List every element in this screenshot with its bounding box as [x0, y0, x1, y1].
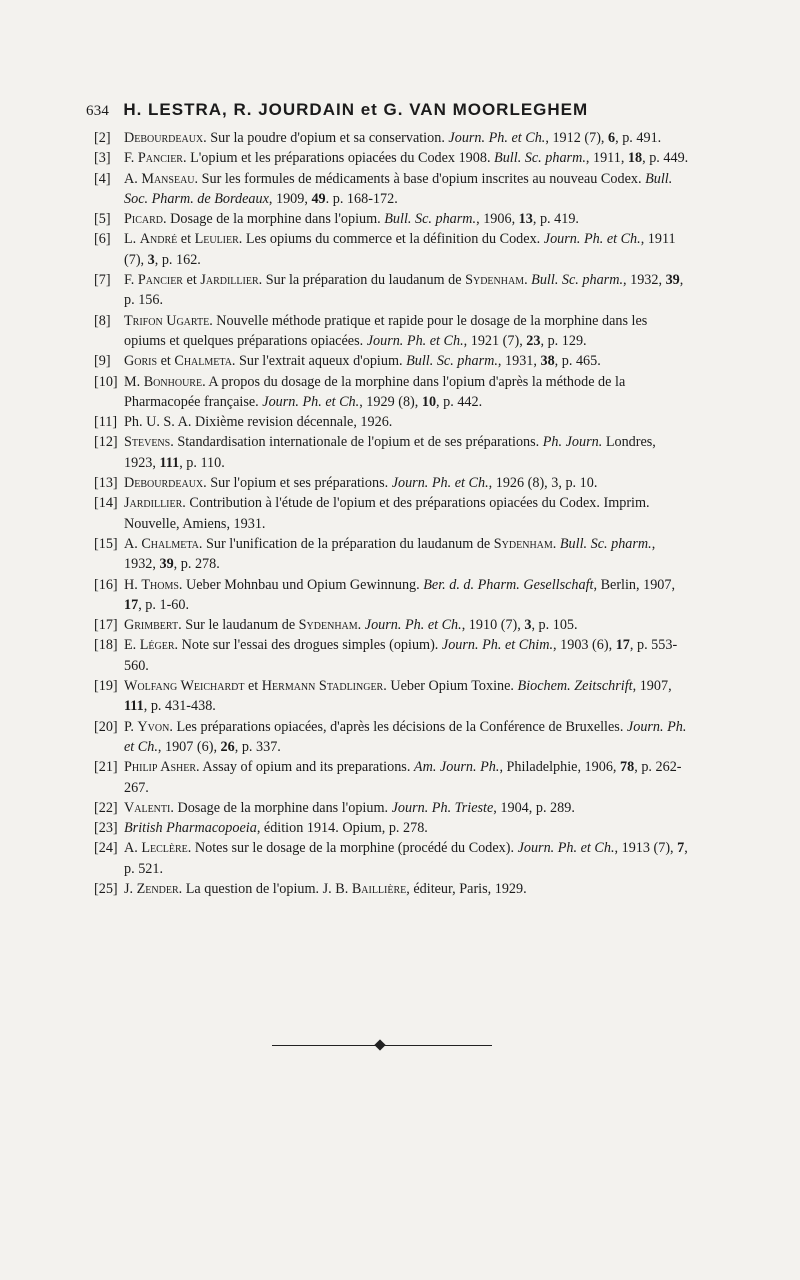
author-name: Hermann Stadlinger. [261, 678, 387, 695]
reference-item [94, 676, 690, 717]
reference-number: [8] [94, 312, 111, 329]
reference-text: , édition 1914. Opium, p. 278. [256, 820, 428, 837]
author-name: Chalmeta. [174, 353, 236, 370]
journal-title: Journ. Ph. et Ch. [543, 231, 641, 248]
reference-text: et [157, 353, 175, 370]
reference-text: , 1931, [497, 353, 541, 370]
reference-number: [9] [94, 353, 111, 370]
reference-text: F. [124, 272, 138, 289]
reference-text: , p. 521. [124, 840, 688, 877]
journal-title: Journ. Ph. Trieste [391, 799, 494, 816]
journal-title: Biochem. Zeitschrift [517, 678, 633, 695]
author-name: Sydenham. [298, 617, 362, 634]
reference-text: , 1912 (7), [545, 130, 609, 146]
journal-title: British Pharmacopoeia [124, 820, 257, 837]
reference-item [94, 148, 690, 168]
author-name: Goris [124, 353, 158, 370]
reference-text: , 1906, [476, 211, 519, 228]
reference-text: Sur l'extrait aqueux d'opium. [235, 353, 407, 370]
journal-title: Bull. Sc. pharm. [494, 150, 586, 167]
reference-text: Notes sur le dosage de la morphine (procédé du Codex). [191, 840, 518, 857]
reference-item [94, 493, 690, 534]
reference-text: , 1921 (7), [463, 332, 527, 349]
reference-text: Sur l'unification de la préparation du laudanum de [202, 535, 494, 552]
journal-title: Ber. d. d. Pharm. Gesellschaft [423, 576, 594, 593]
journal-title: Bull. Sc. pharm. [559, 535, 652, 552]
author-name: Stevens. [124, 434, 174, 451]
journal-title: Journ. Ph. et Ch. [124, 718, 687, 755]
reference-item [94, 128, 690, 148]
reference-text: , 1909, [268, 190, 312, 207]
reference-number: [18] [94, 637, 118, 654]
volume-number: 23 [526, 332, 541, 349]
reference-text: Nouvelle méthode pratique et rapide pour le dosage de la morphine dans les opiums et quelques préparations opiacées. [124, 312, 648, 349]
volume-number: 10 [421, 393, 437, 410]
reference-number: [21] [94, 759, 118, 776]
reference-text: , Berlin, 1907, [593, 576, 676, 593]
reference-text: , 1907 (6), [157, 738, 221, 755]
reference-item [94, 351, 690, 371]
journal-title: Bull. Soc. Pharm. de Bordeaux [124, 170, 673, 207]
journal-title: Ph. Journ. [542, 434, 603, 451]
author-name: Pancier [137, 272, 183, 289]
reference-text: , 1911, [585, 150, 628, 167]
reference-number: [6] [94, 231, 111, 248]
reference-text: Sur la préparation du laudanum de [262, 272, 466, 289]
reference-text: A. [124, 535, 142, 552]
author-name: Jardillier. [124, 495, 186, 512]
author-name: Yvon. [137, 718, 173, 735]
reference-text: , Philadelphie, 1906, [499, 759, 621, 776]
reference-text: , 1910 (7), [461, 617, 525, 634]
journal-title: Bull. Sc. pharm. [531, 272, 623, 289]
reference-item [94, 838, 690, 879]
volume-number: 38 [540, 353, 555, 370]
reference-text: Note sur l'essai des drogues simples (opium). [178, 637, 442, 654]
journal-title: Journ. Ph. et Ch. [448, 130, 546, 146]
journal-title: Journ. Ph. et Ch. [364, 617, 462, 634]
end-ornament [272, 1040, 492, 1052]
reference-number: [17] [94, 617, 118, 634]
volume-number: 49 [311, 190, 326, 207]
volume-number: 39 [665, 272, 680, 289]
journal-title: Journ. Ph. et Ch. [366, 332, 464, 349]
author-name: Thoms. [141, 576, 183, 593]
reference-item [94, 534, 690, 575]
reference-item [94, 169, 690, 210]
reference-item [94, 229, 690, 270]
volume-number: 18 [627, 150, 643, 167]
journal-title: Journ. Ph. et Ch. [517, 840, 615, 857]
reference-text: A propos du dosage de la morphine dans l'opium d'après la méthode de la Pharmacopée française. [124, 373, 626, 410]
reference-text: , p. 129. [540, 332, 587, 349]
volume-number: 6 [608, 130, 616, 146]
author-name: André [139, 231, 178, 248]
reference-text: , p. 105. [531, 617, 578, 634]
running-title: H. LESTRA, R. JOURDAIN et G. VAN MOORLEGHEM [123, 100, 589, 119]
reference-item [94, 270, 690, 311]
author-name: Picard. [124, 211, 167, 228]
volume-number: 7 [677, 840, 685, 857]
reference-text: , p. 553-560. [124, 637, 678, 674]
volume-number: 13 [518, 211, 533, 228]
volume-number: 17 [124, 596, 139, 613]
journal-title: Journ. Ph. et Ch. [262, 393, 360, 410]
reference-item [94, 575, 690, 616]
author-name: Valenti. [124, 799, 174, 816]
reference-text: Londres, 1923, [124, 434, 656, 471]
reference-text: , p. 262-267. [124, 759, 682, 796]
reference-number: [7] [94, 272, 111, 289]
reference-number: [23] [94, 820, 118, 837]
author-name: Leclère. [141, 840, 192, 857]
reference-text: F. [124, 150, 138, 167]
volume-number: 17 [615, 637, 630, 654]
reference-item [94, 757, 690, 798]
journal-title: Journ. Ph. et Ch. [391, 475, 489, 492]
reference-text: La question de l'opium. J. B. [182, 880, 352, 897]
reference-text: Ueber Opium Toxine. [386, 678, 518, 695]
reference-number: [5] [94, 211, 111, 228]
reference-text: , éditeur, Paris, 1929. [406, 880, 527, 897]
reference-text: , p. 465. [554, 353, 601, 370]
reference-number: [13] [94, 475, 118, 492]
page-number: 634 [86, 103, 110, 119]
reference-text: P. [124, 718, 138, 735]
reference-item [94, 432, 690, 473]
reference-text: Sur le laudanum de [181, 617, 299, 634]
reference-text: , 1907, [632, 678, 672, 695]
author-name: Manseau. [141, 170, 199, 187]
reference-text: A. [124, 170, 142, 187]
bibliography-list [94, 128, 690, 899]
reference-item [94, 311, 690, 352]
volume-number: 3 [524, 617, 532, 634]
reference-text: , 1903 (6), [553, 637, 616, 654]
reference-text: Sur la poudre d'opium et sa conservation. [206, 130, 449, 146]
reference-text: Les opiums du commerce et la définition du Codex. [242, 231, 544, 248]
reference-text: , p. 431-438. [143, 698, 216, 715]
reference-text: Ueber Mohnbau und Opium Gewinnung. [182, 576, 424, 593]
reference-text: L. [124, 231, 140, 248]
journal-title: Bull. Sc. pharm. [406, 353, 498, 370]
reference-text: Contribution à l'étude de l'opium et des préparations opiacées du Codex. Imprim. Nouvelle, Amiens, 1931. [124, 495, 650, 532]
reference-number: [3] [94, 150, 111, 167]
reference-text: Assay of opium and its preparations. [199, 759, 414, 776]
reference-text: , p. 156. [124, 272, 684, 309]
reference-item [94, 412, 690, 432]
reference-text: , p. 419. [532, 211, 579, 228]
reference-text: , p. 442. [436, 393, 483, 410]
journal-title: Am. Journ. Ph. [413, 759, 500, 776]
reference-text: Les préparations opiacées, d'après les décisions de la Conférence de Bruxelles. [172, 718, 627, 735]
volume-number: 78 [620, 759, 635, 776]
author-name: Baillière [351, 880, 407, 897]
reference-number: [22] [94, 799, 118, 816]
reference-text: , 1913 (7), [614, 840, 678, 857]
reference-text: , 1932, [124, 535, 656, 573]
reference-text: . p. 168-172. [325, 190, 398, 207]
journal-title: Bull. Sc. pharm. [384, 211, 477, 228]
reference-text: , p. 162. [154, 251, 201, 268]
author-name: Léger. [139, 637, 179, 654]
reference-text: , 1929 (8), [359, 393, 422, 410]
author-name: Bonhoure. [143, 373, 206, 390]
reference-text: , p. 1-60. [138, 596, 190, 613]
reference-number: [20] [94, 718, 118, 735]
reference-number: [25] [94, 880, 118, 897]
reference-item [94, 818, 690, 838]
volume-number: 3 [147, 251, 155, 268]
reference-number: [11] [94, 414, 118, 431]
reference-text: , p. 278. [173, 556, 220, 573]
reference-number: [12] [94, 434, 118, 451]
author-name: Chalmeta. [141, 535, 203, 552]
reference-text: Sur l'opium et ses préparations. [206, 475, 392, 492]
author-name: Zender. [136, 880, 183, 897]
reference-text: M. [124, 373, 144, 390]
reference-text: et [244, 678, 262, 695]
author-name: Debourdeaux. [124, 130, 207, 146]
reference-item [94, 717, 690, 758]
reference-item [94, 635, 690, 676]
reference-text: E. [124, 637, 140, 654]
reference-text: Ph. U. S. A. Dixième revision décennale, 1926. [124, 414, 393, 431]
reference-number: [10] [94, 373, 118, 390]
author-name: Jardillier. [200, 272, 263, 289]
reference-text: , 1932, [623, 272, 666, 289]
journal-title: Journ. Ph. et Chim. [441, 637, 554, 654]
reference-text: et [182, 272, 201, 289]
author-name: Pancier. [137, 150, 187, 167]
diamond-icon [374, 1039, 385, 1050]
reference-number: [15] [94, 535, 118, 552]
reference-text: H. [124, 576, 142, 593]
reference-item [94, 879, 690, 899]
author-name: Trifon Ugarte. [124, 312, 213, 329]
reference-number: [19] [94, 678, 118, 695]
reference-text: et [177, 231, 195, 248]
volume-number: 26 [220, 738, 235, 755]
reference-number: [4] [94, 170, 111, 187]
volume-number: 111 [124, 698, 144, 715]
author-name: Leulier. [194, 231, 243, 248]
reference-text: L'opium et les préparations opiacées du Codex 1908. [186, 150, 495, 167]
author-name: Grimbert. [124, 617, 182, 634]
reference-text: Sur les formules de médicaments à base d'opium inscrites au nouveau Codex. [198, 170, 646, 187]
reference-text: , p. 491. [615, 130, 662, 146]
reference-text: A. [124, 840, 142, 857]
reference-number: [16] [94, 576, 118, 593]
volume-number: 111 [159, 454, 180, 471]
reference-text: , 1911 (7), [124, 231, 676, 268]
reference-item [94, 473, 690, 493]
reference-item [94, 372, 690, 413]
reference-number: [2] [94, 130, 111, 146]
reference-item [94, 798, 690, 818]
reference-text: , p. 110. [179, 454, 225, 471]
author-name: Wolfang Weichardt [124, 678, 245, 695]
page-header [86, 100, 726, 120]
reference-text: , 1904, p. 289. [493, 799, 575, 816]
reference-text: , p. 449. [642, 150, 689, 167]
reference-item [94, 615, 690, 635]
reference-text: Dosage de la morphine dans l'opium. [166, 211, 385, 228]
reference-number: [24] [94, 840, 118, 857]
volume-number: 39 [159, 556, 174, 573]
reference-text: Standardisation internationale de l'opium et de ses préparations. [173, 434, 543, 451]
reference-item [94, 209, 690, 229]
reference-text: Dosage de la morphine dans l'opium. [173, 799, 392, 816]
reference-number: [14] [94, 495, 118, 512]
reference-text: , p. 337. [234, 738, 281, 755]
author-name: Debourdeaux. [124, 475, 207, 492]
reference-text: , 1926 (8), 3, p. 10. [488, 475, 598, 492]
author-name: Sydenham. [493, 535, 557, 552]
reference-text: J. [124, 880, 137, 897]
author-name: Sydenham. [465, 272, 528, 289]
author-name: Philip Asher. [124, 759, 200, 776]
